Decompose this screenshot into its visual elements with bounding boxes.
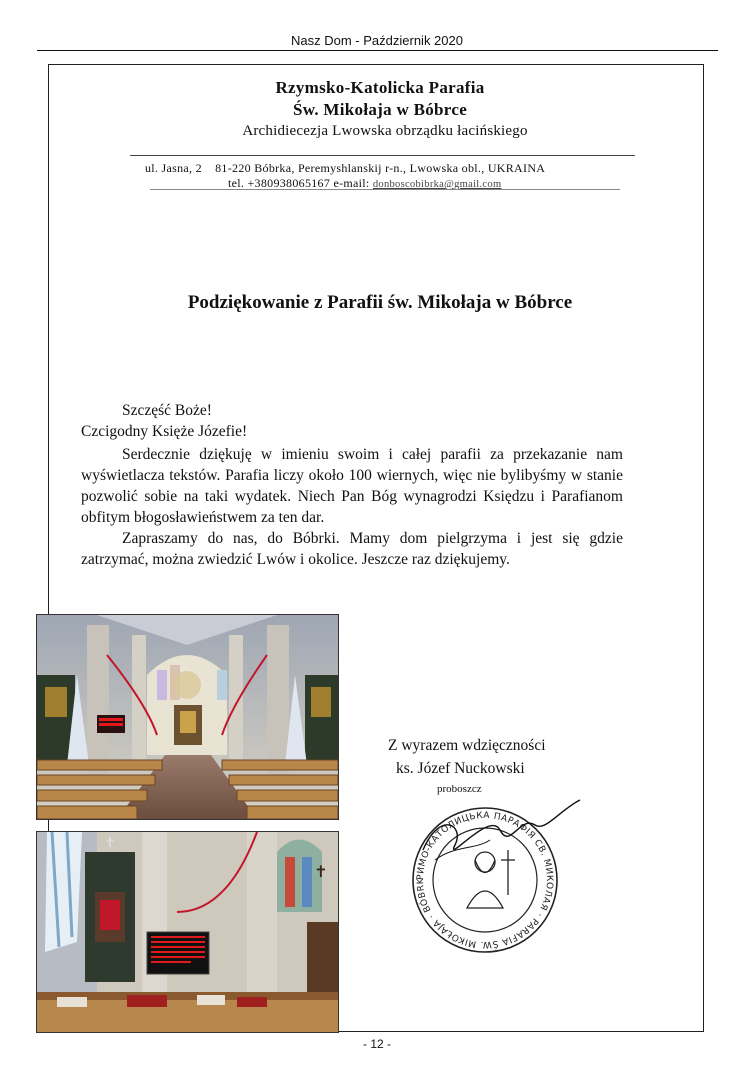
church-display-photo — [36, 831, 339, 1033]
letterhead-email[interactable]: donboscobibrka@gmail.com — [372, 179, 502, 190]
letterhead-tel: tel. +380938065167 e-mail: — [228, 176, 373, 190]
letterhead-address: ul. Jasna, 2 81-220 Bóbrka, Peremyshlanskij r-n., Lwowska obl., UKRAINA — [145, 161, 546, 175]
document-title: Podziękowanie z Parafii św. Mikołaja w Bóbrce — [187, 292, 573, 313]
letterhead-parish-name: Rzymsko-Katolicka Parafia — [275, 78, 485, 97]
letterhead-parish-location: Św. Mikołaja w Bóbrce — [292, 100, 468, 119]
svg-text:РИМО-КАТОЛИЦЬКА ПАРАФІЯ СВ. МИ — [395, 790, 554, 951]
letter-paragraph-1: Serdecznie dziękuję w imieniu swoim i całej parafii za przekazanie nam wyświetlacza tekstów. Parafia liczy około 100 wiernych, więc nie bylibyśmy w stanie pozwolić sobie na taki wydatek. Niech Pan Bóg wynagrodzi Księdzu i Parafianom obfitym błogosławieństwem za ten dar. — [81, 446, 623, 526]
letterhead-rule-bottom — [150, 189, 620, 190]
running-header: Nasz Dom - Październik 2020 — [291, 33, 463, 48]
letterhead-rule — [130, 155, 635, 156]
svg-text:✝: ✝ — [104, 835, 116, 851]
closing-block — [388, 734, 546, 780]
salutation: Czcigodny Księże Józefie! — [81, 423, 248, 440]
closing-phrase: Z wyrazem wdzięczności — [388, 737, 546, 754]
seal-text: РИМО-КАТОЛИЦЬКА ПАРАФІЯ СВ. МИКОЛАЯ · PARAFIA ŚW. MIKOŁAJA · BÓBRK — [415, 810, 555, 950]
greeting: Szczęść Boże! — [122, 402, 212, 419]
parish-seal-stamp — [395, 790, 585, 955]
letterhead-subtitle: Archidiecezja Lwowska obrządku łacińskiego — [242, 123, 528, 139]
church-interior-photo — [36, 614, 339, 820]
header-rule — [37, 50, 718, 51]
letter-paragraph-2: Zapraszamy do nas, do Bóbrki. Mamy dom pielgrzyma i jest się gdzie zatrzymać, można zwiedzić Lwów i okolice. Jeszcze raz dziękujemy. — [81, 530, 623, 568]
signatory-role: proboszcz — [437, 783, 482, 795]
page-number: - 12 - — [362, 1037, 391, 1051]
signatory-name: ks. Józef Nuckowski — [396, 760, 525, 777]
svg-text:✝: ✝ — [314, 862, 328, 881]
